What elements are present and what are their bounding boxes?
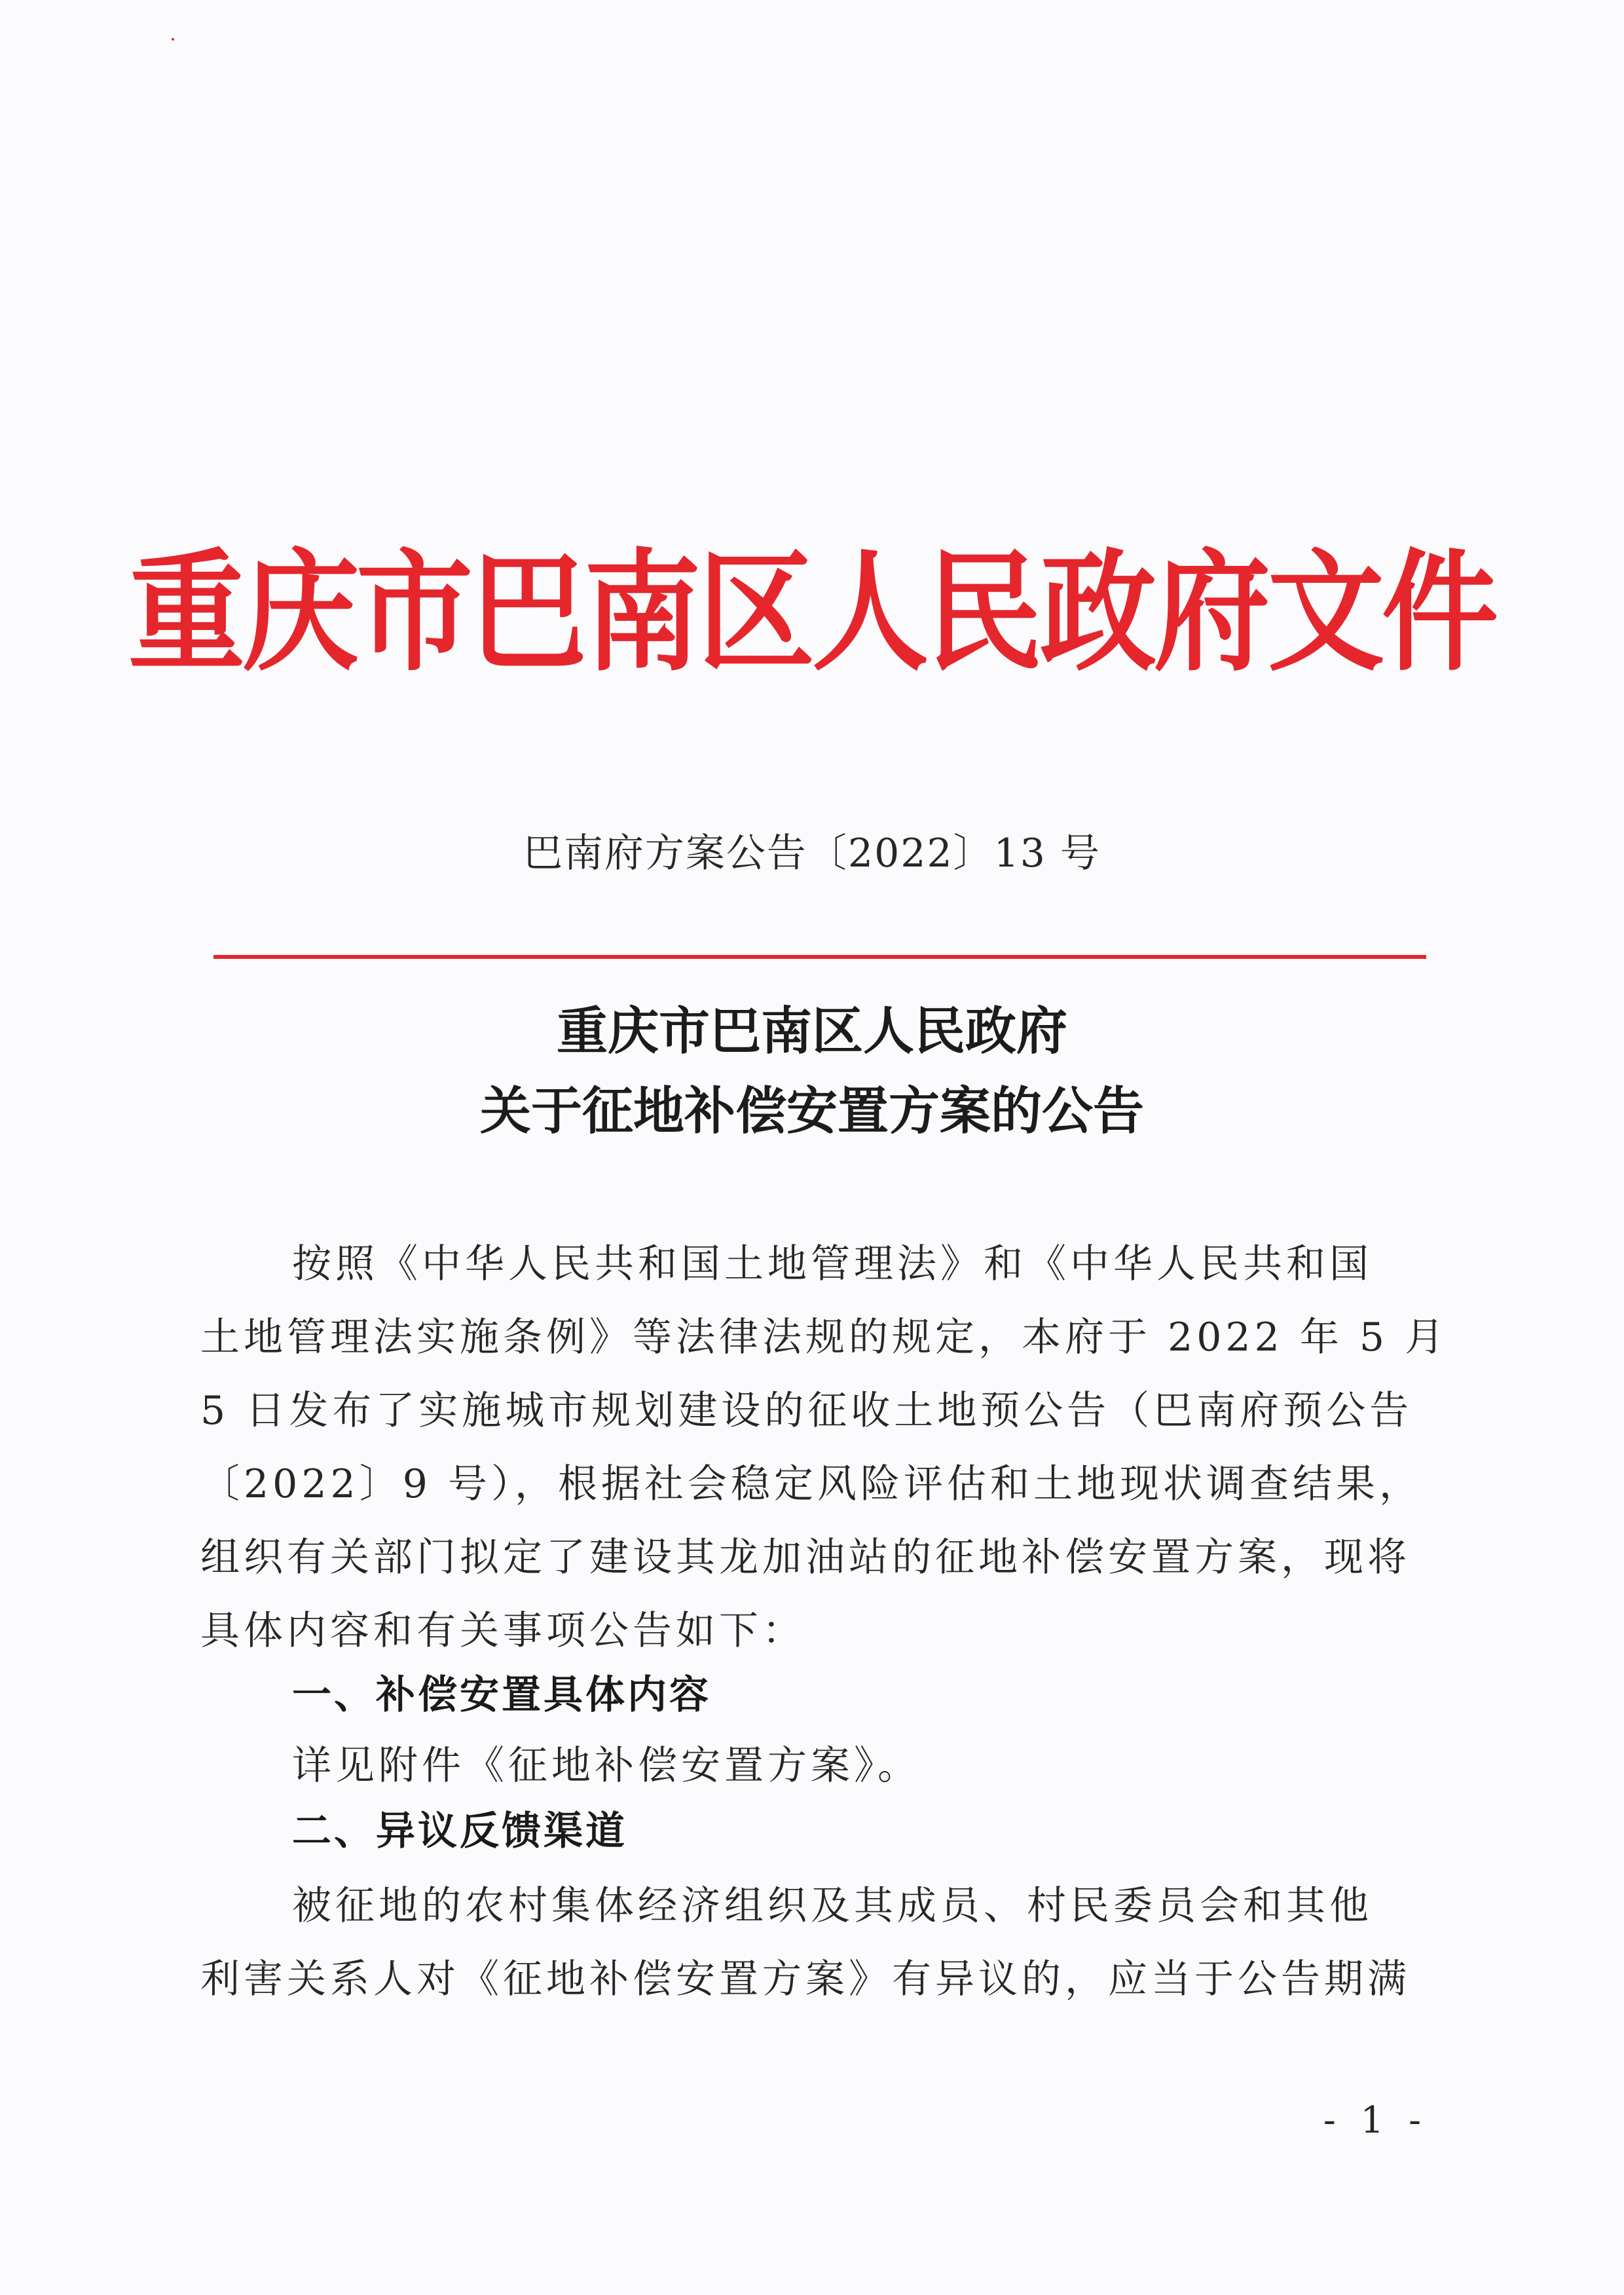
body-paragraph-1-line-4: 〔2022〕9 号），根据社会稳定风险评估和土地现状调查结果，	[200, 1461, 1422, 1507]
page-number: - 1 -	[1323, 2099, 1428, 2142]
notice-title-line-2: 关于征地补偿安置方案的公告	[479, 1081, 1144, 1141]
scan-mark	[172, 38, 174, 41]
body-paragraph-1-line-5: 组织有关部门拟定了建设其龙加油站的征地补偿安置方案，现将	[200, 1535, 1411, 1580]
section-2-heading: 二、异议反馈渠道	[292, 1808, 627, 1854]
document-masthead: 重庆市巴南区人民政府文件	[128, 535, 1496, 689]
body-paragraph-1-line-2: 土地管理法实施条例》等法律法规的规定，本府于 2022 年 5 月	[200, 1315, 1449, 1360]
section-2-text-line-2: 利害关系人对《征地补偿安置方案》有异议的，应当于公告期满	[200, 1956, 1411, 2002]
body-paragraph-1-line-1: 按照《中华人民共和国土地管理法》和《中华人民共和国	[292, 1241, 1373, 1287]
red-separator-rule	[213, 955, 1426, 959]
section-1-text: 详见附件《征地补偿安置方案》。	[292, 1743, 921, 1789]
document-number: 巴南府方案公告〔2022〕13 号	[523, 830, 1101, 876]
body-paragraph-1-line-6: 具体内容和有关事项公告如下：	[200, 1608, 805, 1654]
body-paragraph-1-line-3: 5 日发布了实施城市规划建设的征收土地预公告（巴南府预公告	[200, 1388, 1413, 1434]
section-2-text-line-1: 被征地的农村集体经济组织及其成员、村民委员会和其他	[292, 1883, 1373, 1929]
notice-title-line-1: 重庆市巴南区人民政府	[556, 1001, 1067, 1061]
section-1-heading: 一、补偿安置具体内容	[292, 1672, 711, 1718]
